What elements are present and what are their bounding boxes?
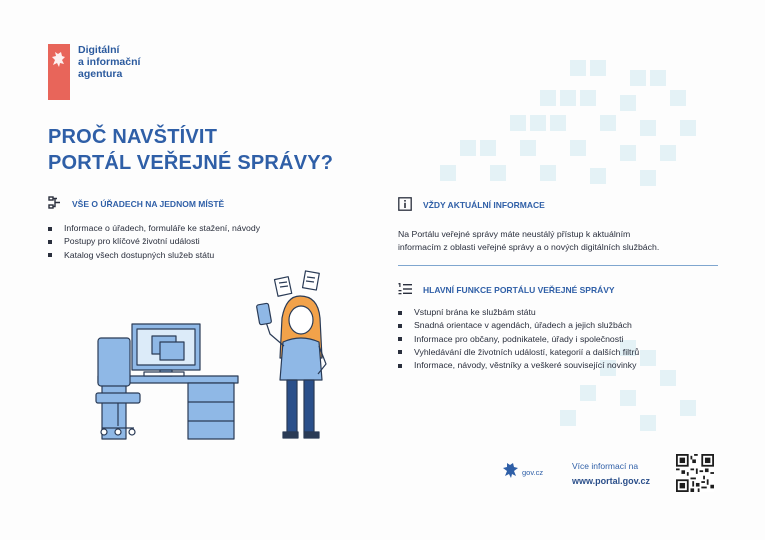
page-title	[48, 124, 333, 176]
agency-name-line: a informační	[78, 56, 141, 68]
list-item: Vyhledávání dle životních událostí, kategorií a dalších filtrů	[398, 346, 639, 359]
page-title-line: PORTÁL VEŘEJNÉ SPRÁVY?	[48, 152, 334, 174]
list-item: Katalog všech dostupných služeb státu	[48, 249, 260, 262]
list-item: Vstupní brána ke službám státu	[398, 306, 639, 319]
info-icon	[398, 197, 412, 211]
agency-name-line: agentura	[78, 68, 123, 80]
list-item: Informace, návody, věstníky a veškeré související novinky	[398, 359, 639, 372]
portal-url-link[interactable]: www.portal.gov.cz	[572, 476, 651, 486]
functions-bullet-list	[398, 306, 639, 372]
info-paragraph-line: Na Portálu veřejné správy máte neustálý přístup k aktuálním	[398, 229, 631, 239]
more-info-text: Více informací na	[572, 461, 639, 471]
left-bullet-list	[48, 222, 260, 262]
page-title-line: PROČ NAVŠTÍVIT	[48, 126, 218, 148]
gov-label: gov.cz	[522, 468, 544, 477]
list-item: Informace o úřadech, formuláře ke stažení, návody	[48, 222, 260, 235]
qr-code-icon[interactable]	[676, 454, 714, 492]
logo-mark	[48, 44, 70, 100]
agency-name	[78, 44, 140, 80]
agency-name-line: Digitální	[78, 44, 120, 56]
list-item: Snadná orientace v agendách, úřadech a jejich službách	[398, 319, 639, 332]
sitemap-icon	[48, 196, 62, 210]
lion-emblem-icon	[51, 50, 67, 70]
illustration-woman-with-phone-at-desk	[90, 268, 350, 448]
section-title-left: VŠE O ÚŘADECH NA JEDNOM MÍSTĚ	[72, 199, 225, 209]
numbered-list-icon	[398, 282, 412, 296]
info-paragraph-line: informacím z oblasti veřejné správy a o nových digitálních službách.	[398, 242, 660, 252]
section-title-info: VŽDY AKTUÁLNÍ INFORMACE	[423, 200, 545, 210]
list-item: Informace pro občany, podnikatele, úřady i společnosti	[398, 333, 639, 346]
list-item: Postupy pro klíčové životní události	[48, 235, 260, 248]
gov-lion-icon	[502, 461, 520, 479]
section-divider	[398, 265, 718, 266]
info-paragraph	[398, 228, 728, 254]
section-title-functions: HLAVNÍ FUNKCE PORTÁLU VEŘEJNÉ SPRÁVY	[423, 285, 615, 295]
